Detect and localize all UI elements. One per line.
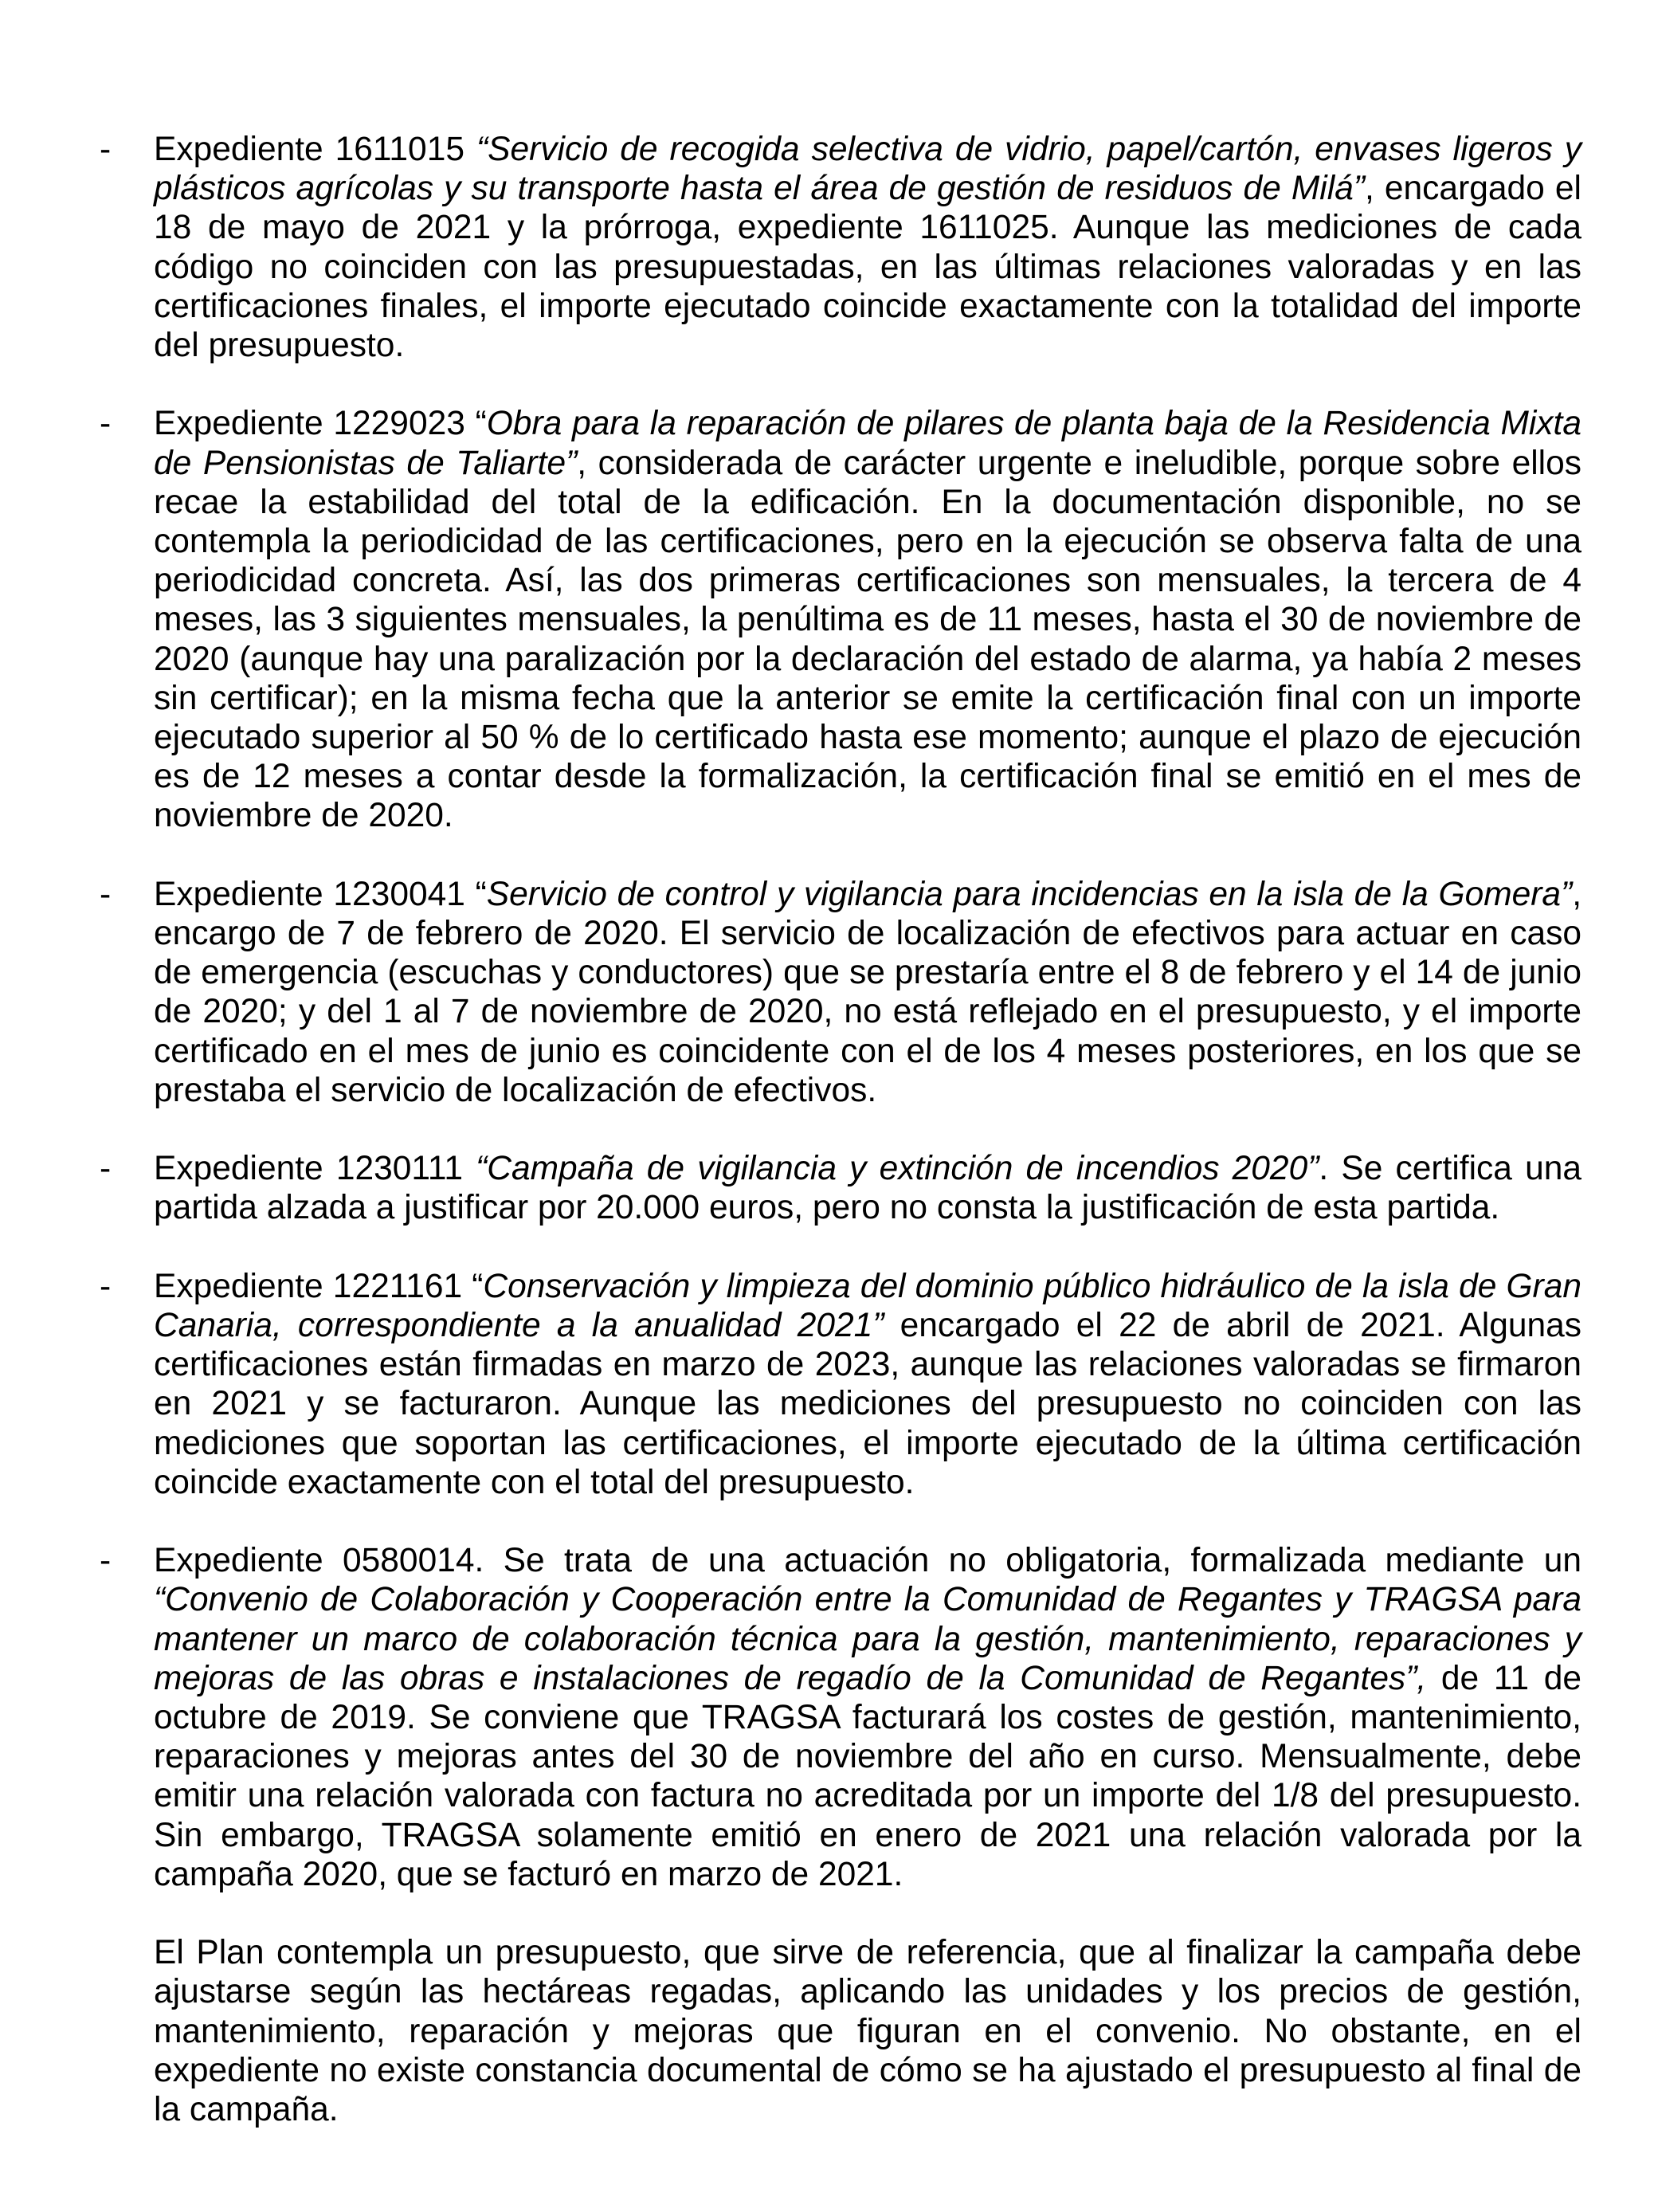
item-title-italic: Obra para la reparación de pilares de planta baja de la Residencia Mixta de Pensionistas de Taliarte” — [154, 405, 1582, 482]
bullet-dash: - — [100, 405, 112, 443]
list-item-expediente-1611015 — [100, 130, 1581, 365]
item-text: Expediente 0580014. Se trata de una actuación no obligatoria, formalizada mediante un — [154, 1542, 1581, 1580]
item-title-italic: Servicio de control y vigilancia para incidencias en la isla de la Gomera” — [486, 875, 1573, 913]
item-text: encargado el 22 de abril de 2021. Algunas certificaciones están firmadas en marzo de 2023, aunque las relaciones valoradas se firmaron en 2021 y se facturaron. Aunque las mediciones del presupuesto no coinciden con las mediciones que soportan las certificaciones, el importe ejecutado de la última certificación coincide exactamente con el total del presupuesto. — [154, 1307, 1582, 1501]
document-page — [0, 130, 1654, 2168]
bullet-dash: - — [100, 1150, 112, 1188]
list-item-expediente-1230111 — [100, 1149, 1581, 1227]
item-title-italic: “Convenio de Colaboración y Cooperación entre la Comunidad de Regantes y TRAGSA para mantener un marco de colaboración técnica para la gestión, mantenimiento, reparaciones y mejoras de las obras e instalaciones de regadío de la Comunidad de Regantes”, — [154, 1581, 1581, 1697]
item-title-italic: “Campaña de vigilancia y extinción de incendios 2020” — [476, 1150, 1319, 1188]
item-text: . Se certifica una partida alzada a justificar por 20.000 euros, pero no consta la justificación de esta partida. — [154, 1150, 1581, 1227]
item-text: Expediente 1230111 — [154, 1150, 476, 1188]
item-text: Expediente 1229023 “ — [154, 405, 487, 443]
item-text: Expediente 1230041 “ — [154, 875, 487, 913]
bullet-dash: - — [100, 1267, 112, 1305]
item-text: Expediente 1221161 “ — [154, 1267, 484, 1305]
list-item-expediente-0580014 — [100, 1541, 1581, 1894]
bullet-dash: - — [100, 131, 112, 168]
item-title-italic: “Servicio de recogida selectiva de vidrio, papel/cartón, envases ligeros y plásticos agrícolas y su transporte hasta el área de gestión de residuos de Milá” — [154, 131, 1581, 208]
list-item-expediente-1230041 — [100, 875, 1581, 1110]
list-item-expediente-1221161 — [100, 1267, 1582, 1502]
item-text: , encargo de 7 de febrero de 2020. El servicio de localización de efectivos para actuar en caso de emergencia (escuchas y conductores) que se prestaría entre el 8 de febrero y el 14 de junio de 2020; y del 1 al 7 de noviembre de 2020, no está reflejado en el presupuesto, y el importe certificado en el mes de junio es coincidente con el de los 4 meses posteriores, en los que se prestaba el servicio de localización de efectivos. — [154, 875, 1581, 1109]
list-item-expediente-1229023 — [100, 404, 1582, 835]
item-text: , encargado el 18 de mayo de 2021 y la prórroga, expediente 1611025. Aunque las mediciones de cada código no coinciden con las presupuestadas, en las últimas relaciones valoradas y en las certificaciones finales, el importe ejecutado coincide exactamente con la totalidad del importe del presupuesto. — [154, 170, 1581, 365]
item-text: , considerada de carácter urgente e ineludible, porque sobre ellos recae la estabilidad del total de la edificación. En la documentación disponible, no se contempla la periodicidad de las certificaciones, pero en la ejecución se observa falta de una periodicidad concreta. Así, las dos primeras certificaciones son mensuales, la tercera de 4 meses, las 3 siguientes mensuales, la penúltima es de 11 meses, hasta el 30 de noviembre de 2020 (aunque hay una paralización por la declaración del estado de alarma, ya había 2 meses sin certificar); en la misma fecha que la anterior se emite la certificación final con un importe ejecutado superior al 50 % de lo certificado hasta ese momento; aunque el plazo de ejecución es de 12 meses a contar desde la formalización, la certificación final se emitió en el mes de noviembre de 2020. — [154, 444, 1581, 835]
item-title-italic: Conservación y limpieza del dominio público hidráulico de la isla de Gran Canaria, correspondiente a la anualidad 2021” — [154, 1267, 1581, 1345]
bullet-dash: - — [100, 1542, 112, 1580]
closing-paragraph: El Plan contempla un presupuesto, que sirve de referencia, que al finalizar la campaña debe ajustarse según las hectáreas regadas, aplicando las unidades y los precios de gestión, mantenimiento, reparación y mejoras que figuran en el convenio. No obstante, en el expediente no existe constancia documental de cómo se ha ajustado el presupuesto al final de la campaña. — [154, 1934, 1581, 2129]
item-text: Expediente 1611015 — [154, 131, 476, 168]
item-text: de 11 de octubre de 2019. Se conviene que TRAGSA facturará los costes de gestión, mantenimiento, reparaciones y mejoras antes del 30 de noviembre del año en curso. Mensualmente, debe emitir una relación valorada con factura no acreditada por un importe del 1/8 del presupuesto. Sin embargo, TRAGSA solamente emitió en enero de 2021 una relación valorada por la campaña 2020, que se facturó en marzo de 2021. — [154, 1659, 1581, 1893]
bullet-dash: - — [100, 875, 112, 913]
